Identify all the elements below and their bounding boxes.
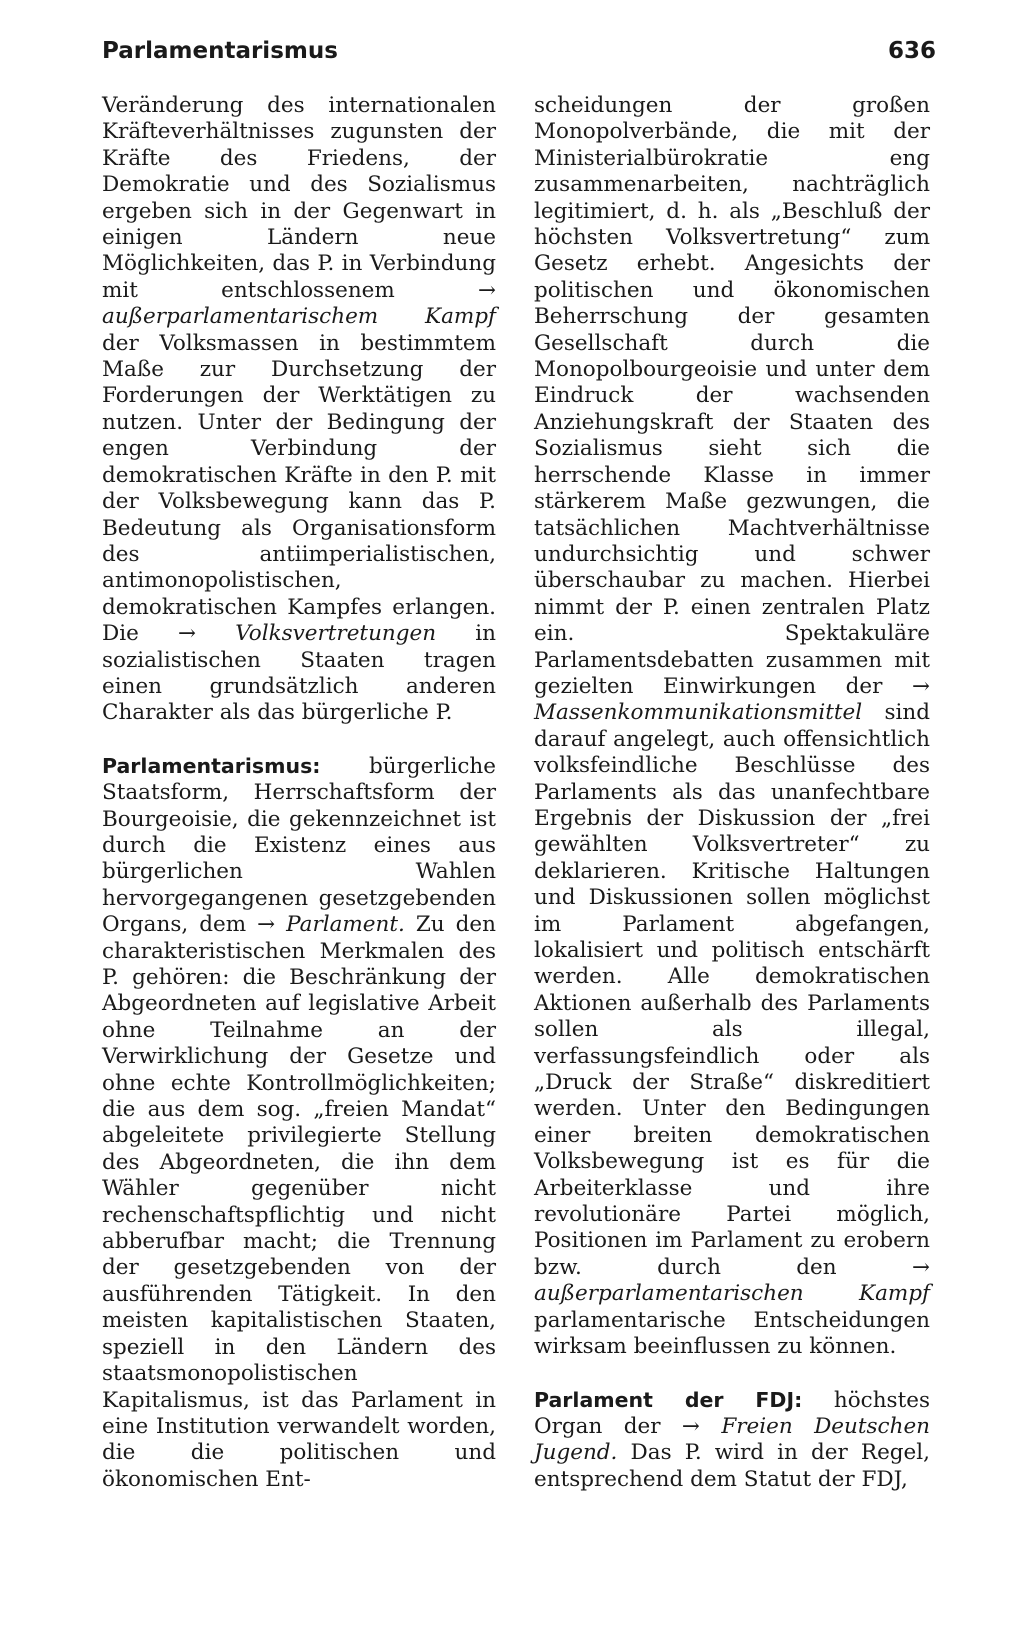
continued-paragraph: [102, 93, 496, 727]
cross-reference: Parlament.: [286, 912, 405, 938]
continued-paragraph: [534, 93, 930, 1361]
right-column: [534, 93, 930, 1493]
cross-reference: Freien Deutschen Jugend.: [534, 1413, 931, 1466]
cross-reference: Massenkommunikationsmittel: [534, 700, 863, 726]
left-column: [102, 93, 496, 1493]
cross-reference: Volksvertretungen: [235, 621, 437, 647]
cross-reference-arrow-icon: →: [911, 673, 930, 699]
running-head: [102, 38, 936, 64]
text-run: parlamentarische Entscheidungen wirksam beeinflussen zu können.: [534, 1307, 930, 1360]
cross-reference-arrow-icon: →: [911, 1254, 930, 1280]
text-run: höchstes Organ der: [534, 1387, 930, 1439]
text-run: Veränderung des internationalen Kräfteverhältnisses zugunsten der Kräfte des Friedens, der Demokratie und des Sozialismus ergeben sich in der Gegenwart in einigen Ländern neue Möglichkeiten, das P. in Verbindung mit entschlossenem: [102, 93, 496, 303]
entry-headword: Parlament der FDJ:: [534, 1387, 803, 1412]
cross-reference-arrow-icon: →: [477, 277, 496, 303]
cross-reference: außerparlamentarischem Kampf: [102, 304, 496, 330]
page-number: 636: [887, 38, 936, 64]
cross-reference-arrow-icon: →: [681, 1413, 722, 1439]
cross-reference-arrow-icon: →: [257, 912, 287, 938]
text-run: Zu den charakteristischen Merkmalen des P. gehören: die Beschränkung der Abgeordneten auf legislative Arbeit ohne Teilnahme an der Verwirklichung der Gesetze und ohne echte Kontrollmöglichkeiten; die aus dem sog. „freien Mandat“ abgeleitete privilegierte Stellung des Abgeordneten, die ihn dem Wähler gegenüber nicht rechenschaftspflichtig und nicht abberufbar macht; die Trennung der gesetzgebenden von der ausführenden Tätigkeit. In den meisten kapitalistischen Staaten, speziell in den Ländern des staatsmonopolistischen Kapitalismus, ist das Parlament in eine Institution verwandelt worden, die die politischen und ökonomischen Ent-: [102, 912, 496, 1492]
text-run: scheidungen der großen Monopolverbände, die mit der Ministerialbürokratie eng zusammenarbeiten, nachträglich legitimiert, d. h. als „Beschluß der höchsten Volksvertretung“ zum Gesetz erhebt. Angesichts der politischen und ökonomischen Beherrschung der gesamten Gesellschaft durch die Monopolbourgeoisie und unter dem Eindruck der wachsenden Anziehungskraft der Staaten des Sozialismus sieht sich die herrschende Klasse in immer stärkerem Maße gezwungen, die tatsächlichen Machtverhältnisse undurchsichtig und schwer überschaubar zu machen. Hierbei nimmt der P. einen zentralen Platz ein. Spektakuläre Parlamentsdebatten zusammen mit gezielten Einwirkungen der: [534, 93, 930, 699]
cross-reference-arrow-icon: →: [178, 621, 236, 647]
entry-headword: Parlamentarismus:: [102, 753, 321, 778]
dictionary-entry-parlament-der-fdj: [534, 1387, 930, 1494]
text-run: in sozialistischen Staaten tragen einen grundsätzlich anderen Charakter als das bürgerliche P.: [102, 621, 496, 726]
text-run: der Volksmassen in bestimmtem Maße zur Durchsetzung der Forderungen der Werktätigen zu nutzen. Unter der Bedingung der engen Verbindung der demokratischen Kräfte in den P. mit der Volksbewegung kann das P. Bedeutung als Organisationsform des antiimperialistischen, antimonopolistischen, demokratischen Kampfes erlangen. Die: [102, 330, 496, 647]
text-run: sind darauf angelegt, auch offensichtlich volksfeindliche Beschlüsse des Parlaments als das unanfechtbare Ergebnis der Diskussion der „frei gewählten Volksvertreter“ zu deklarieren. Kritische Haltungen und Diskussionen sollen möglichst im Parlament abgefangen, lokalisiert und politisch entschärft werden. Alle demokratischen Aktionen außerhalb des Parlaments sollen als illegal, verfassungsfeindlich oder als „Druck der Straße“ diskreditiert werden. Unter den Bedingungen einer breiten demokratischen Volksbewegung ist es für die Arbeiterklasse und ihre revolutionäre Partei möglich, Positionen im Parlament zu erobern bzw. durch den: [534, 700, 930, 1280]
text-run: bürgerliche Staatsform, Herrschaftsform der Bourgeoisie, die gekennzeichnet ist durch die Existenz eines aus bürgerlichen Wahlen hervorgegangenen gesetzgebenden Organs, dem: [102, 753, 496, 938]
text-run: Das P. wird in der Regel, entsprechend dem Statut der FDJ,: [534, 1440, 930, 1492]
cross-reference: außerparlamentarischen Kampf: [534, 1281, 930, 1307]
running-head-title: Parlamentarismus: [102, 38, 338, 64]
dictionary-entry-parlamentarismus: [102, 753, 496, 1493]
